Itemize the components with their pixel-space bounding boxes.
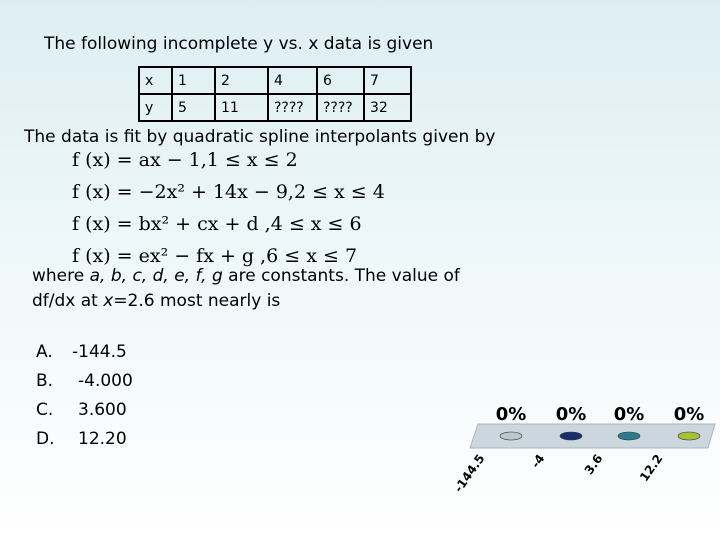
option-c[interactable]: 3.600 xyxy=(78,400,127,420)
option-b[interactable]: -4.000 xyxy=(78,371,133,391)
table-cell: ???? xyxy=(317,94,364,121)
spline-statement: The data is fit by quadratic spline interpolants given by xyxy=(24,127,496,147)
chart-data-label: 0% xyxy=(673,404,705,425)
data-table xyxy=(138,66,412,122)
equation-3: f (x) = bx² + cx + d ,4 ≤ x ≤ 6 xyxy=(72,213,362,235)
table-cell: 2 xyxy=(215,67,268,94)
question-line-1 xyxy=(32,264,460,289)
table-cell: 1 xyxy=(172,67,215,94)
question-intro: The following incomplete y vs. x data is given xyxy=(44,34,434,54)
option-a[interactable]: -144.5 xyxy=(72,342,127,362)
are-constants-text: are constants. The value of xyxy=(228,266,460,286)
chart-tick-label: -4 xyxy=(528,451,548,471)
chart-tick-label: 12.2 xyxy=(637,451,666,484)
question-text xyxy=(32,264,460,314)
table-cell: x xyxy=(139,67,172,94)
chart-tick-label: -144.5 xyxy=(451,451,488,495)
table-cell: y xyxy=(139,94,172,121)
table-cell: 11 xyxy=(215,94,268,121)
chart-bar xyxy=(618,432,640,440)
chart-data-label: 0% xyxy=(555,404,587,425)
chart-data-label: 0% xyxy=(495,404,527,425)
where-label: where xyxy=(32,266,85,286)
equation-1: f (x) = ax − 1,1 ≤ x ≤ 2 xyxy=(72,149,298,171)
chart-tick-label: 3.6 xyxy=(581,451,606,478)
table-cell: 5 xyxy=(172,94,215,121)
option-letter-c: C. xyxy=(36,400,54,420)
table-row xyxy=(139,94,411,121)
df-dx-text: df/dx at xyxy=(32,291,98,311)
table-cell: 4 xyxy=(268,67,317,94)
chart-marks xyxy=(451,404,704,495)
chart-bar xyxy=(678,432,700,440)
table-cell: 7 xyxy=(364,67,411,94)
table-row xyxy=(139,67,411,94)
table-cell: 32 xyxy=(364,94,411,121)
chart-bar xyxy=(500,432,522,440)
chart-bar xyxy=(560,432,582,440)
table-cell: 6 xyxy=(317,67,364,94)
equation-2: f (x) = −2x² + 14x − 9,2 ≤ x ≤ 4 xyxy=(72,181,385,203)
chart-data-label: 0% xyxy=(613,404,645,425)
option-letter-d: D. xyxy=(36,429,55,449)
option-letter-a: A. xyxy=(36,342,53,362)
eq-value-text: =2.6 most nearly is xyxy=(113,291,281,311)
option-d[interactable]: 12.20 xyxy=(78,429,127,449)
equation-4: f (x) = ex² − fx + g ,6 ≤ x ≤ 7 xyxy=(72,245,358,267)
x-variable: x xyxy=(103,291,114,311)
table-cell: ???? xyxy=(268,94,317,121)
question-line-2 xyxy=(32,289,460,314)
option-letter-b: B. xyxy=(36,371,54,391)
constants-list: a, b, c, d, e, f, g xyxy=(89,266,223,286)
response-chart xyxy=(451,396,720,496)
